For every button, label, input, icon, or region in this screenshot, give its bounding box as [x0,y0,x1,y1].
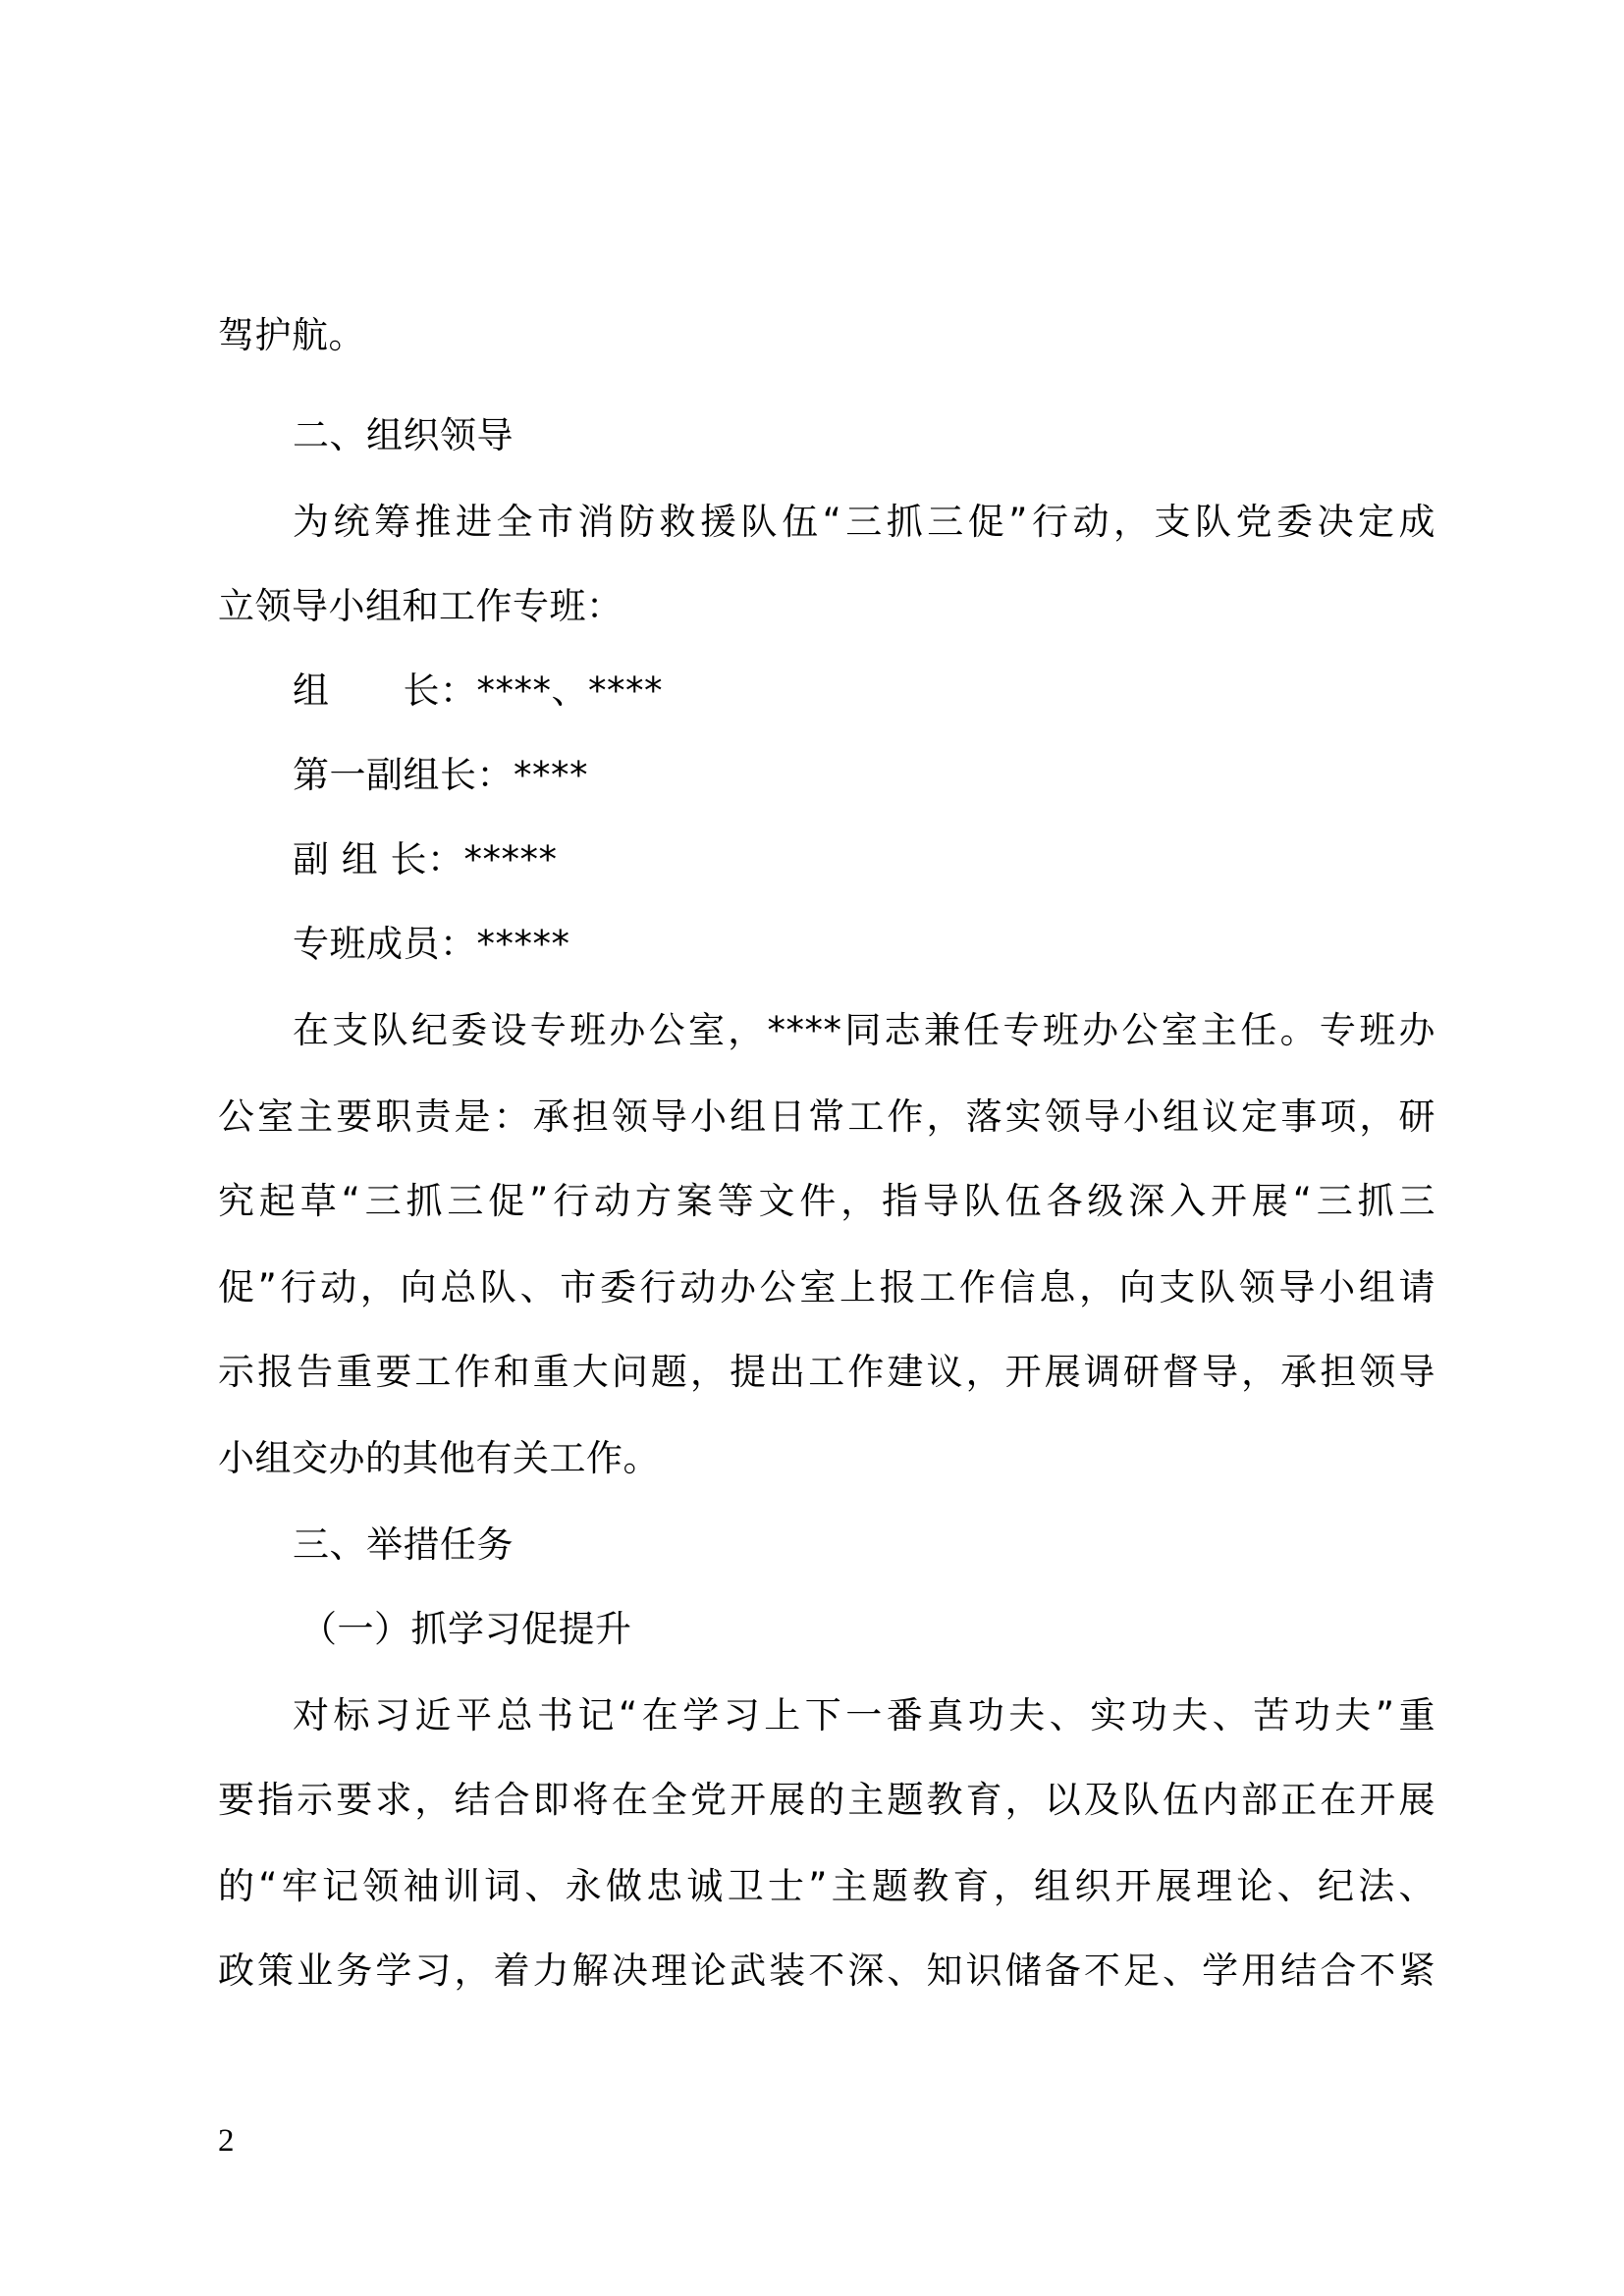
member-line: 副 组 长：***** [293,838,558,881]
paragraph-line: 政策业务学习，着力解决理论武装不深、知识储备不足、学用结合不紧 [218,1949,1435,1992]
section-heading: 三、举措任务 [293,1523,514,1566]
paragraph-line: 要指示要求，结合即将在全党开展的主题教育，以及队伍内部正在开展 [218,1779,1435,1821]
page-number: 2 [218,2123,235,2159]
member-line: 专班成员：***** [293,923,570,965]
paragraph-line: 对标习近平总书记“在学习上下一番真功夫、实功夫、苦功夫”重 [293,1694,1435,1736]
paragraph-continuation: 驾护航。 [218,314,365,356]
section-heading: 二、组织领导 [293,414,514,456]
paragraph-line: 为统筹推进全市消防救援队伍“三抓三促”行动，支队党委决定成 [293,501,1435,543]
paragraph-line: 究起草“三抓三促”行动方案等文件，指导队伍各级深入开展“三抓三 [218,1180,1435,1222]
paragraph-line: 立领导小组和工作专班： [218,585,623,627]
paragraph-line: 公室主要职责是：承担领导小组日常工作，落实领导小组议定事项，研 [218,1095,1435,1138]
paragraph-line: 小组交办的其他有关工作。 [218,1437,660,1479]
paragraph-line: 促”行动，向总队、市委行动办公室上报工作信息，向支队领导小组请 [218,1266,1435,1308]
paragraph-line: 的“牢记领袖训词、永做忠诚卫士”主题教育，组织开展理论、纪法、 [218,1865,1435,1907]
member-line: 第一副组长：**** [293,754,588,796]
paragraph-line: 在支队纪委设专班办公室，****同志兼任专班办公室主任。专班办 [293,1009,1435,1051]
member-line: 组 长：****、**** [293,669,663,712]
subsection-heading: （一）抓学习促提升 [300,1608,632,1650]
paragraph-line: 示报告重要工作和重大问题，提出工作建议，开展调研督导，承担领导 [218,1351,1435,1393]
